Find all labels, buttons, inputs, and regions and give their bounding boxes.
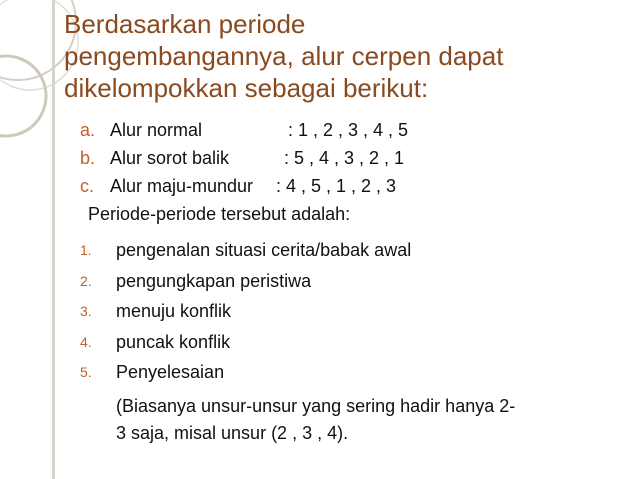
alur-letter: c.: [80, 176, 95, 196]
list-number: 5.: [80, 364, 92, 380]
alur-letter: b.: [80, 148, 96, 168]
list-text: pengenalan situasi cerita/babak awal: [116, 240, 412, 260]
title-line: dikelompokkan sebagai berikut:: [64, 73, 429, 103]
deco-vertical-bar: [52, 0, 55, 479]
alur-letter: a.: [80, 120, 96, 140]
list-text: puncak konflik: [116, 331, 231, 352]
note-line: (Biasanya unsur-unsur yang sering hadir hanya 2-: [116, 396, 516, 416]
title-line: pengembangannya, alur cerpen dapat: [64, 41, 504, 71]
alur-sequence: : 1 , 2 , 3 , 4 , 5: [288, 120, 409, 140]
list-text: menuju konflik: [116, 301, 232, 321]
list-text: pengungkapan peristiwa: [116, 270, 312, 291]
list-text: Penyelesaian: [116, 362, 225, 382]
list-number: 2.: [80, 272, 92, 289]
slide-title: [64, 8, 624, 104]
periode-intro: Periode-periode tersebut adalah:: [88, 204, 351, 224]
list-number: 3.: [80, 303, 92, 319]
periode-note: [116, 393, 515, 447]
list-number: 1.: [80, 242, 92, 258]
alur-name: Alur normal: [110, 120, 203, 140]
alur-name: Alur maju-mundur: [110, 176, 254, 196]
alur-sequence: : 4 , 5 , 1 , 2 , 3: [276, 176, 397, 196]
alur-name: Alur sorot balik: [110, 148, 230, 168]
note-line: 3 saja, misal unsur (2 , 3 , 4).: [116, 423, 349, 443]
alur-sequence: : 5 , 4 , 3 , 2 , 1: [284, 148, 405, 168]
title-line: Berdasarkan periode: [64, 9, 306, 39]
deco-circle-ring: [0, 56, 46, 136]
list-number: 4.: [80, 333, 92, 350]
